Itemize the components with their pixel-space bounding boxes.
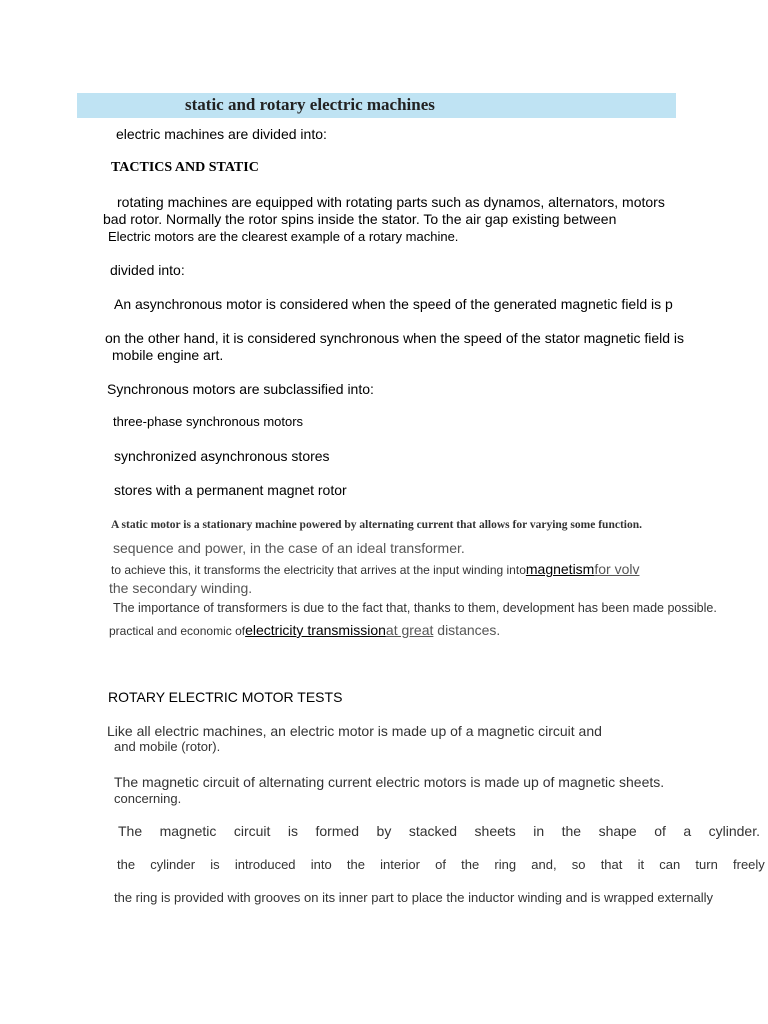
word: formed [315, 823, 360, 839]
static-line-4: The importance of transformers is due to the fact that, thanks to them, development has been made possible. [113, 601, 717, 615]
magnetism-link[interactable]: magnetism [525, 561, 595, 577]
word: is [287, 823, 299, 839]
word: is [210, 857, 220, 872]
word: by [376, 823, 392, 839]
word: the [117, 857, 136, 872]
word: the [461, 857, 480, 872]
static-line-2-text: to achieve this, it transforms the electricity that arrives at the input winding into [111, 563, 526, 577]
word: of [654, 823, 666, 839]
tests-justified-line-1 [118, 824, 760, 838]
subclass-item: stores with a permanent magnet rotor [114, 482, 347, 498]
word: shape [598, 823, 637, 839]
word: the [561, 823, 582, 839]
word: circuit [233, 823, 271, 839]
static-line-3: the secondary winding. [109, 580, 253, 596]
tests-p1-line-2: and mobile (rotor). [114, 739, 221, 754]
word: introduced [234, 857, 296, 872]
word: cylinder [150, 857, 196, 872]
word: stacked [408, 823, 458, 839]
word: into [310, 857, 332, 872]
word: cylinder. [708, 823, 760, 839]
electricity-transmission-link[interactable]: electricity transmission [245, 622, 386, 638]
word: interior [380, 857, 420, 872]
tests-p2-line-2: concerning. [114, 791, 182, 806]
word: ring [494, 857, 517, 872]
word: and, [531, 857, 557, 872]
section-subheading: TACTICS AND STATIC [111, 160, 259, 175]
static-line-5-text: practical and economic of [109, 624, 246, 638]
static-line-5-end: distances. [433, 622, 501, 638]
word: can [659, 857, 681, 872]
sync-motor-line-1: on the other hand, it is considered synchronous when the speed of the stator magnetic field is [105, 330, 685, 346]
static-line-1: sequence and power, in the case of an ideal transformer. [113, 540, 465, 556]
page-title: static and rotary electric machines [185, 95, 435, 114]
intro-line: electric machines are divided into: [116, 126, 327, 142]
rotating-line-3: Electric motors are the clearest example of a rotary machine. [108, 229, 459, 244]
word: so [571, 857, 586, 872]
word: sheets [474, 823, 516, 839]
subclass-intro: Synchronous motors are subclassified into: [107, 381, 374, 397]
word: it [637, 857, 645, 872]
word: that [600, 857, 623, 872]
divided-into-label: divided into: [110, 262, 185, 278]
rotating-line-1: rotating machines are equipped with rotating parts such as dynamos, alternators, motors [117, 194, 665, 210]
word: a [683, 823, 692, 839]
rotating-line-2: bad rotor. Normally the rotor spins inside the stator. To the air gap existing between [103, 211, 617, 227]
static-motor-definition: A static motor is a stationary machine powered by alternating current that allows for varying some function. [111, 519, 642, 531]
word: turn [695, 857, 718, 872]
async-motor-line: An asynchronous motor is considered when the speed of the generated magnetic field is p [114, 296, 673, 312]
word: The [118, 823, 143, 839]
static-line-2 [111, 562, 639, 576]
volv-link[interactable]: for volv [594, 561, 640, 577]
tests-heading: ROTARY ELECTRIC MOTOR TESTS [108, 689, 343, 705]
word: the [346, 857, 365, 872]
word: freely [733, 857, 765, 872]
at-great-link[interactable]: at great [385, 622, 434, 638]
word: of [435, 857, 446, 872]
tests-p1-line-1: Like all electric machines, an electric motor is made up of a magnetic circuit and [107, 723, 602, 739]
word: magnetic [159, 823, 217, 839]
tests-last-line: the ring is provided with grooves on its inner part to place the inductor winding and is wrapped externally [114, 890, 714, 905]
subclass-item: three-phase synchronous motors [113, 414, 304, 429]
tests-justified-line-2 [117, 858, 765, 871]
static-line-5 [109, 623, 500, 637]
word: in [533, 823, 545, 839]
tests-p2-line-1: The magnetic circuit of alternating current electric motors is made up of magnetic sheets. [114, 774, 665, 790]
sync-motor-line-2: mobile engine art. [112, 347, 224, 363]
subclass-item: synchronized asynchronous stores [114, 448, 330, 464]
